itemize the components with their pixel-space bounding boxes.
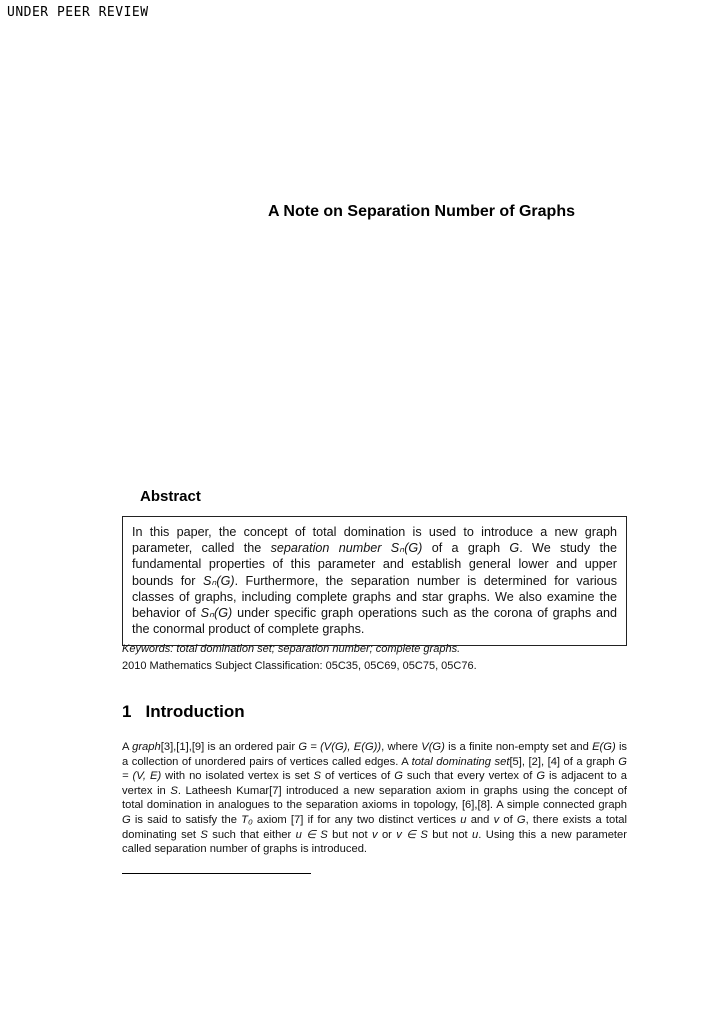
peer-review-banner: UNDER PEER REVIEW (7, 5, 149, 20)
classification-line: 2010 Mathematics Subject Classification: 05C35, 05C69, 05C75, 05C76. (122, 660, 477, 672)
paper-title: A Note on Separation Number of Graphs (268, 203, 575, 220)
intro-paragraph (122, 740, 627, 857)
keywords-line: Keywords: total domination set; separation number; complete graphs. (122, 643, 461, 655)
section-title: Introduction (145, 702, 245, 721)
abstract-text: In this paper, the concept of total domination is used to introduce a new graph parameter, called the separation number Sₙ(G) of a graph G. We study the fundamental properties of this parameter and establish general lower and upper bounds for Sₙ(G). Furthermore, the separation number is determined for various classes of graphs, including complete graphs and star graphs. We also examine the behavior of Sₙ(G) under specific graph operations such as the corona of graphs and the conormal product of complete graphs. (132, 525, 618, 637)
footnote-rule (122, 873, 311, 874)
section-heading (122, 702, 245, 722)
abstract-heading: Abstract (140, 488, 201, 505)
abstract-box (122, 516, 627, 646)
section-number: 1 (122, 702, 132, 721)
intro-paragraph-text: A graph[3],[1],[9] is an ordered pair G = (V(G), E(G)), where V(G) is a finite non-empty set and E(G) is a collection of unordered pairs of vertices called edges. A total dominating set[5], [2], [4] of a graph G = (V, E) with no isolated vertex is set S of vertices of G such that every vertex of G is adjacent to a vertex in S. Latheesh Kumar[7] introduced a new separation axiom in graphs using the concept of total domination in analogues to the separation axioms in topology, [6],[8]. A simple connected graph G is said to satisfy the T₀ axiom [7] if for any two distinct vertices u and v of G, there exists a total dominating set S such that either u ∈ S but not v or v ∈ S but not u. Using this a new parameter called separation number of graphs is introduced. (122, 741, 628, 856)
